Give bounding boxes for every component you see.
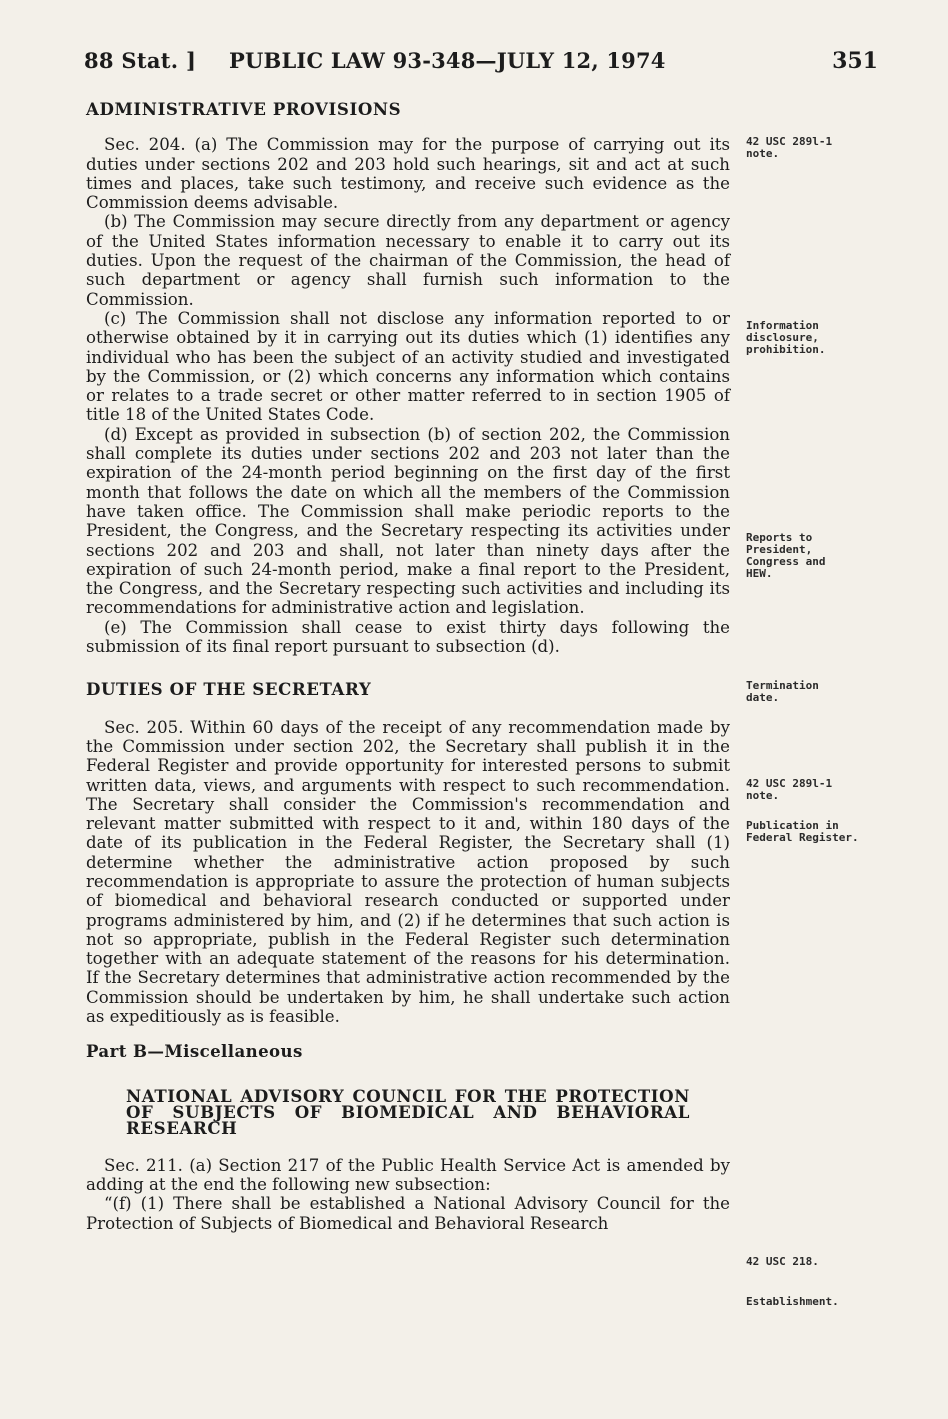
margin-note-disclosure: Information disclosure, prohibition. [746,319,826,356]
margin-note-publication: Publication in Federal Register. [746,819,859,844]
paragraph-211a: Sec. 211. (a) Section 217 of the Public Health Service Act is amended by adding at the end the following new subsection: [86,1155,730,1194]
margin-note-establishment: Establishment. [746,1295,839,1308]
paragraph-204d: (d) Except as provided in subsection (b) of section 202, the Commission shall complete its duties under sections 202 and 203 not later than the expiration of the 24-month period beginning on the first day of the first month that follows the date on which all the members of the Commission have taken office. The Commission shall make periodic reports to the President, the Congress, and the Secretary respecting its activities under sections 202 and 203 and shall, not later than ninety days after the expiration of such 24-month period, make a final report to the President, the Congress, and the Secretary respecting such activities and including its recommendations for administrative action and legislation. [86,424,730,618]
margin-note-usc-218: 42 USC 218. [746,1255,819,1268]
council-heading: NATIONAL ADVISORY COUNCIL FOR THE PROTECTION OF SUBJECTS OF BIOMEDICAL AND BEHAVIORAL RESEARCH [126,1085,690,1138]
volume-reference: 88 Stat. ] [84,48,197,73]
paragraph-204c: (c) The Commission shall not disclose any information reported to or otherwise obtained by it in carrying out its duties which (1) identifies any individual who has been the subject of an activity studied and investigated by the Commission, or (2) which concerns any information which contains or relates to a trade secret or other matter referred to in section 1905 of title 18 of the United States Code. [86,308,730,425]
margin-notes [746,0,936,1419]
paragraph-204e: (e) The Commission shall cease to exist thirty days following the submission of its final report pursuant to subsection (d). [86,617,730,657]
paragraph-204a: Sec. 204. (a) The Commission may for the purpose of carrying out its duties under sections 202 and 203 hold such hearings, sit and act at such times and places, take such testimony, and receive such evidence as the Commission deems advisable. [86,135,730,213]
section-heading-admin: ADMINISTRATIVE PROVISIONS [86,99,402,119]
law-title: PUBLIC LAW 93-348—JULY 12, 1974 [229,48,666,73]
margin-note-usc-205: 42 USC 289l-1 note. [746,777,833,802]
margin-note-termination: Termination date. [746,679,819,704]
paragraph-205: Sec. 205. Within 60 days of the receipt of any recommendation made by the Commission under section 202, the Secretary shall publish it in the Federal Register and provide opportunity for interested persons to submit written data, views, and arguments with respect to such recommendation. The Secretary shall consider the Commission's recommendation and relevant matter submitted with respect to it and, within 180 days of the date of its publication in the Federal Register, the Secretary shall (1) determine whether the administrative action proposed by such recommendation is appropriate to assure the protection of human subjects of biomedical and behavioral research conducted or supported under programs administered by him, and (2) if he determines that such action is not so appropriate, publish in the Federal Register such determination together with an adequate statement of the reasons for his determination. If the Secretary determines that administrative action recommended by the Commission should be undertaken by him, he shall undertake such action as expeditiously as is feasible. [86,717,730,1027]
margin-note-reports: Reports to President, Congress and HEW. [746,531,826,580]
page-number: 351 [832,48,878,74]
part-heading: Part B—Miscellaneous [86,1041,303,1062]
main-text [86,100,730,1233]
paragraph-204b: (b) The Commission may secure directly from any department or agency of the United States information necessary to enable it to carry out its duties. Upon the request of the chairman of the Commission, the head of such department or agency shall furnish such information to the Commission. [86,212,730,309]
section-heading-duties: DUTIES OF THE SECRETARY [86,679,372,700]
paragraph-211f: “(f) (1) There shall be established a National Advisory Council for the Protection of Subjects of Biomedical and Behavioral Research [86,1194,730,1233]
margin-note-usc-204: 42 USC 289l-1 note. [746,135,833,160]
